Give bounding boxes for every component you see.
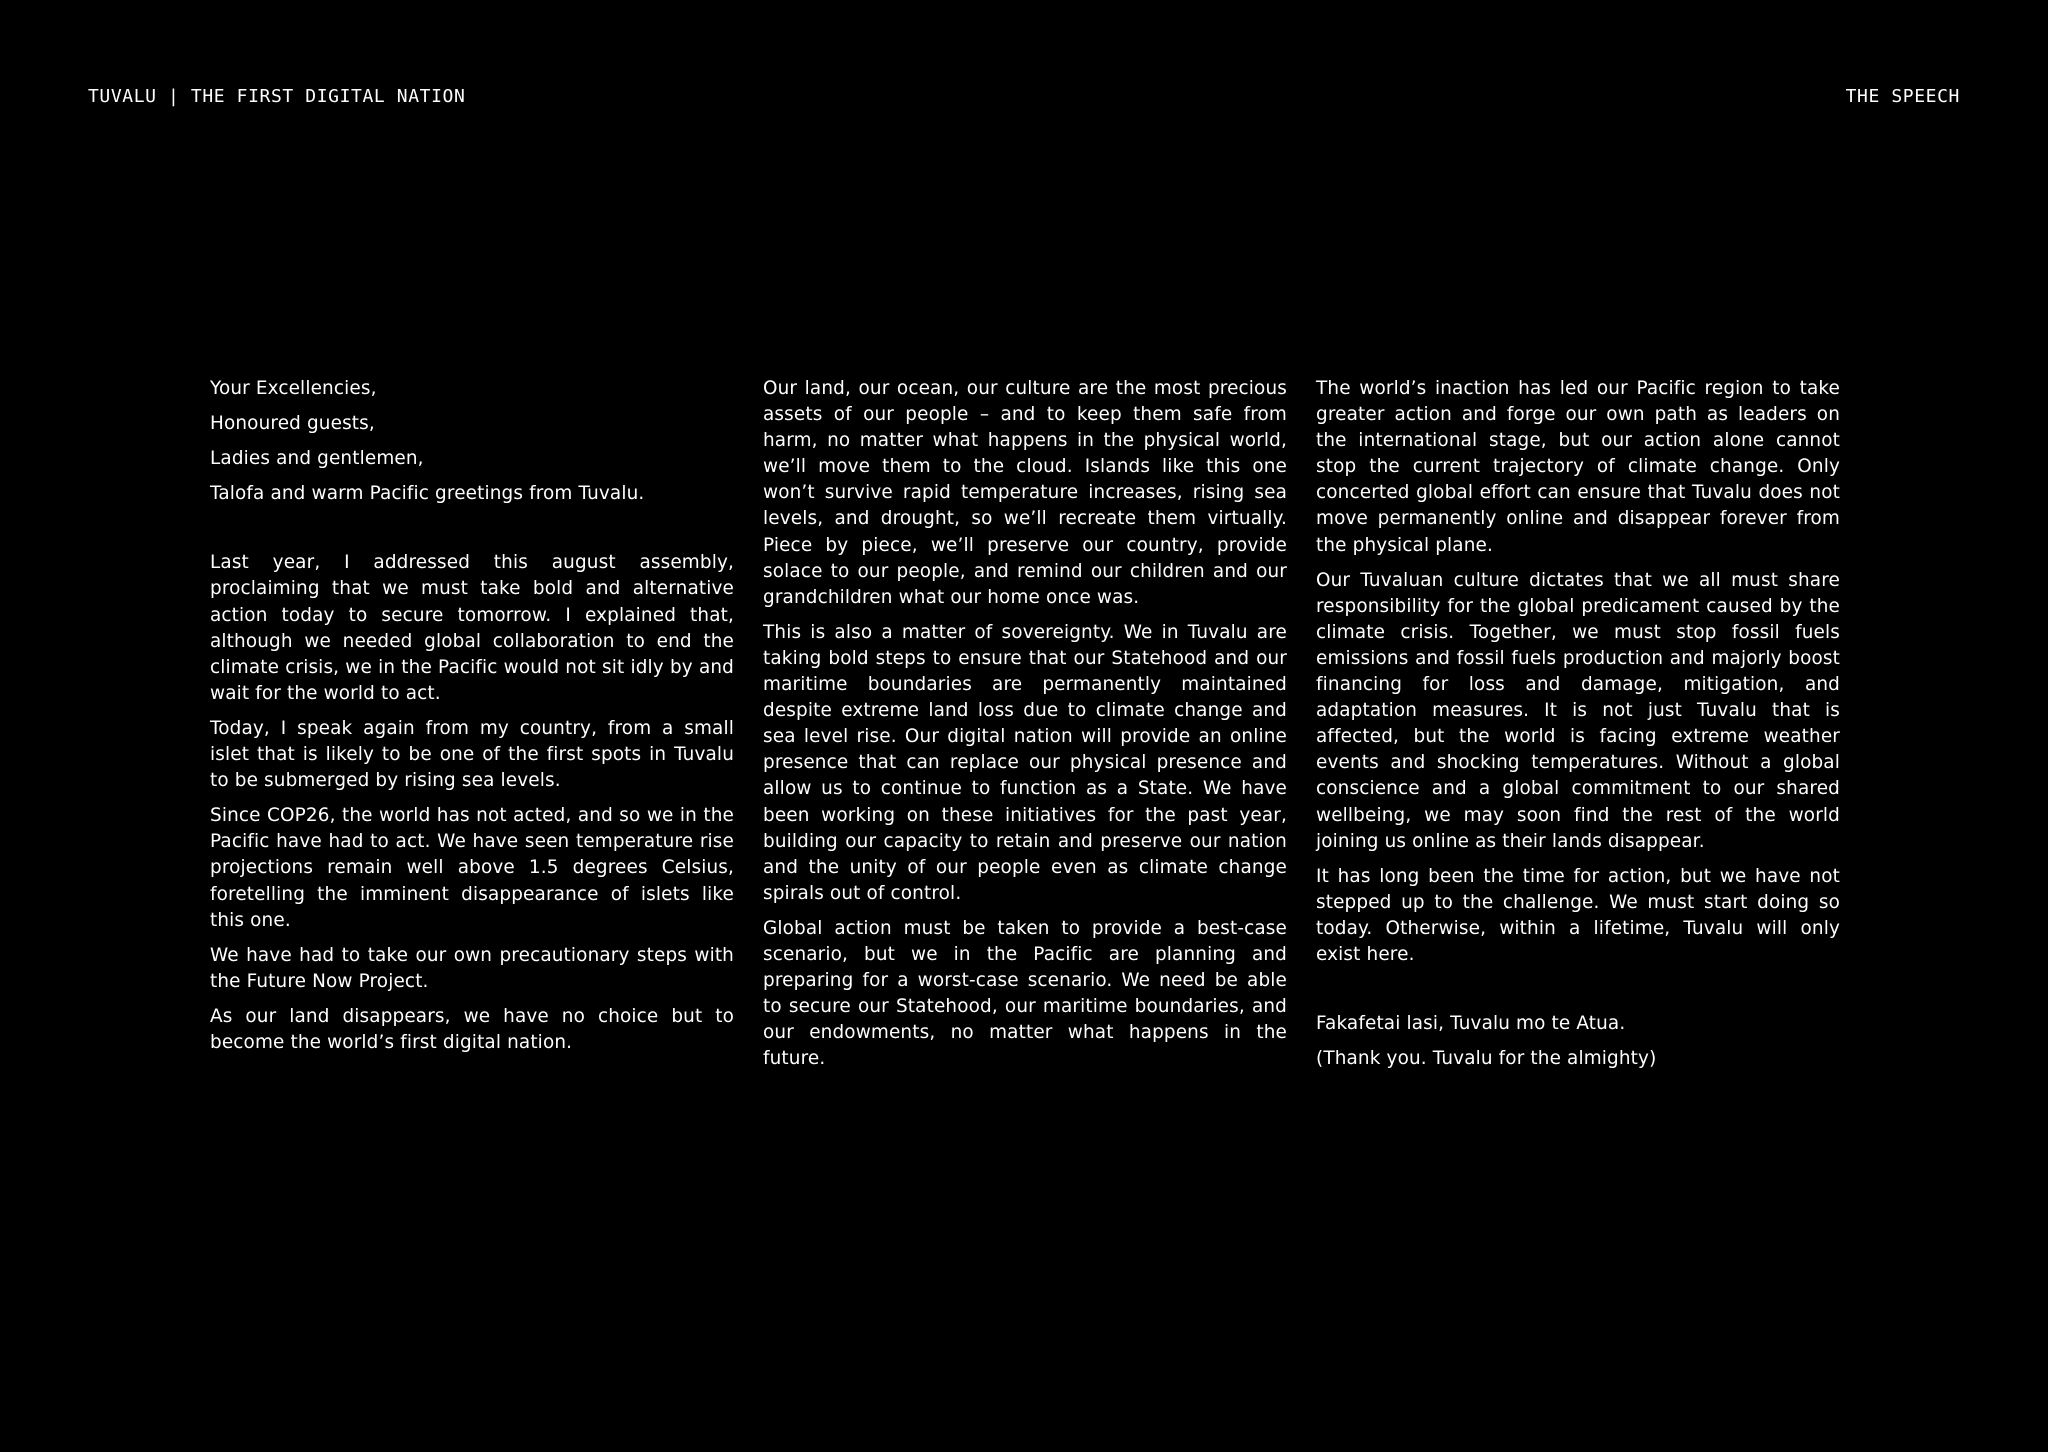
- greeting: Talofa and warm Pacific greetings from Tuvalu.: [210, 483, 645, 505]
- speech-paragraph: Today, I speak again from my country, from a small islet that is likely to be one of the first spots in Tuvalu to be submerged by rising sea levels.: [210, 717, 734, 792]
- speech-paragraph: Since COP26, the world has not acted, and so we in the Pacific have had to act. We have seen temperature rise projections remain well above 1.5 degrees Celsius, foretelling the imminent disappearance of islets like this one.: [210, 805, 734, 931]
- speech-paragraph: The world’s inaction has led our Pacific region to take greater action and forge our own path as leaders on the international stage, but our action alone cannot stop the current trajectory of climate change. Only concerted global effort can ensure that Tuvalu does not move permanently online and disappear forever from the physical plane.: [1316, 378, 1840, 556]
- closing-line: Fakafetai lasi, Tuvalu mo te Atua.: [1316, 1013, 1626, 1035]
- speech-paragraph: As our land disappears, we have no choice but to become the world’s first digital nation.: [210, 1005, 734, 1053]
- speech-paragraph: Our land, our ocean, our culture are the most precious assets of our people – and to keep them safe from harm, no matter what happens in the physical world, we’ll move them to the cloud. Islands like this one won’t survive rapid temperature increases, rising sea levels, and drought, so we’ll recreate them virtually. Piece by piece, we’ll preserve our country, provide solace to our people, and remind our children and our grandchildren what our home once was.: [763, 378, 1287, 608]
- speech-column-1: [210, 376, 734, 1081]
- speech-paragraph: Our Tuvaluan culture dictates that we all must share responsibility for the global predicament caused by the climate crisis. Together, we must stop fossil fuels emissions and fossil fuels production and majorly boost financing for loss and damage, mitigation, and adaptation measures. It is not just Tuvalu that is affected, but the world is facing extreme weather events and shocking temperatures. Without a global conscience and a global commitment to our shared wellbeing, we may soon find the rest of the world joining us online as their lands disappear.: [1316, 569, 1840, 852]
- site-title: TUVALU | THE FIRST DIGITAL NATION: [88, 85, 466, 107]
- spacer: [210, 516, 734, 550]
- salutation: Honoured guests,: [210, 413, 375, 435]
- nav-link-the-speech[interactable]: THE SPEECH: [1845, 85, 1960, 107]
- salutation: Ladies and gentlemen,: [210, 448, 424, 470]
- site-header: [88, 84, 1960, 108]
- speech-paragraph: This is also a matter of sovereignty. We in Tuvalu are taking bold steps to ensure that our Statehood and our maritime boundaries are permanently maintained despite extreme land loss due to climate change and sea level rise. Our digital nation will provide an online presence that can replace our physical presence and allow us to continue to function as a State. We have been working on these initiatives for the past year, building our capacity to retain and preserve our nation and the unity of our people even as climate change spirals out of control.: [763, 621, 1287, 904]
- salutation: Your Excellencies,: [210, 378, 377, 399]
- closing-translation: (Thank you. Tuvalu for the almighty): [1316, 1048, 1657, 1070]
- speech-paragraph: It has long been the time for action, but we have not stepped up to the challenge. We must start doing so today. Otherwise, within a lifetime, Tuvalu will only exist here.: [1316, 865, 1840, 965]
- speech-paragraph: Last year, I addressed this august assembly, proclaiming that we must take bold and alternative action today to secure tomorrow. I explained that, although we needed global collaboration to end the climate crisis, we in the Pacific would not sit idly by and wait for the world to act.: [210, 552, 734, 704]
- speech-paragraph: We have had to take our own precautionary steps with the Future Now Project.: [210, 944, 734, 992]
- spacer: [1316, 977, 1840, 1011]
- speech-column-3: [1316, 376, 1840, 1081]
- speech-body: [210, 376, 1840, 1081]
- speech-paragraph: Global action must be taken to provide a best-case scenario, but we in the Pacific are planning and preparing for a worst-case scenario. We need be able to secure our Statehood, our maritime boundaries, and our endowments, no matter what happens in the future.: [763, 917, 1287, 1070]
- speech-column-2: [763, 376, 1287, 1081]
